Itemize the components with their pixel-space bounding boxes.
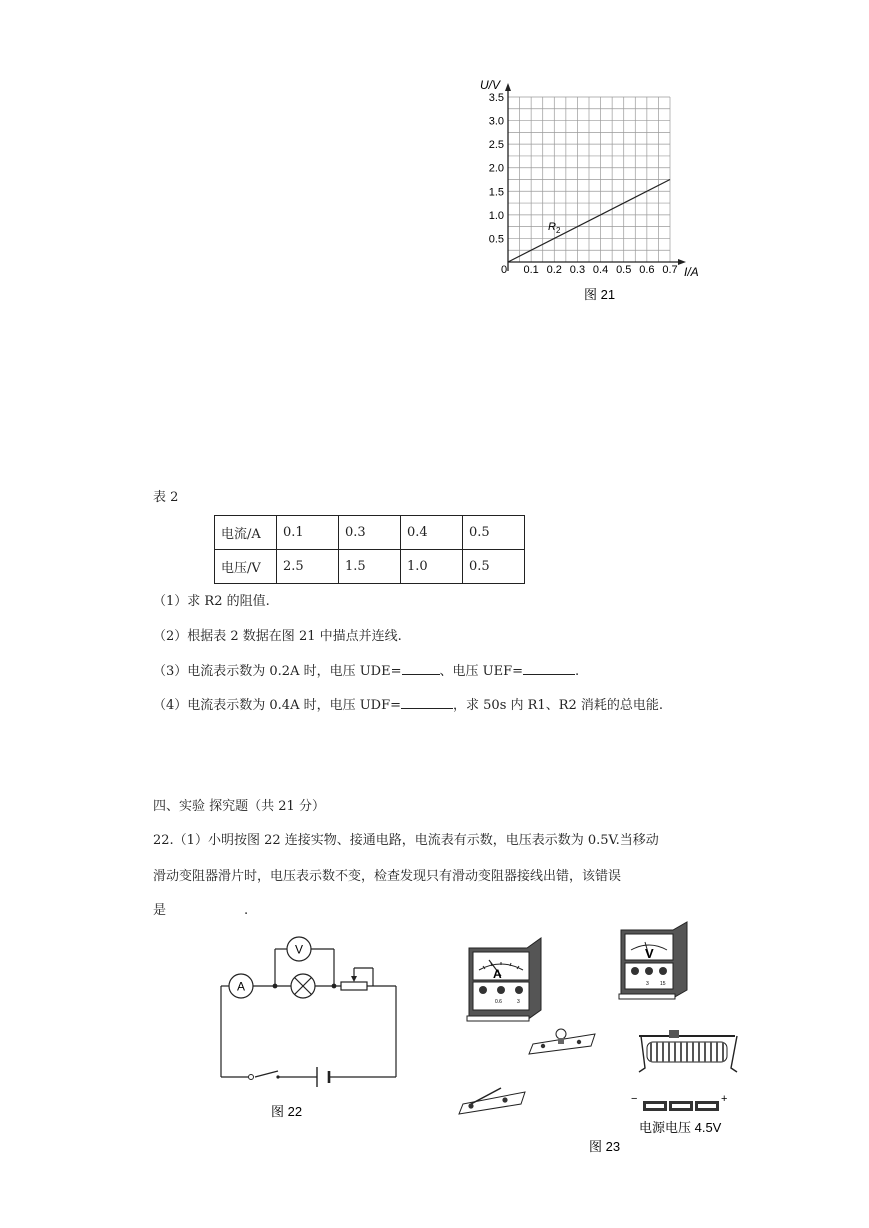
x-tick-label: 0.6	[639, 264, 655, 276]
svg-text:A: A	[237, 979, 246, 994]
q22-line-2: 滑动变阻器滑片时，电压表示数不变，检查发现只有滑动变阻器接线出错，该错误	[153, 869, 622, 884]
y-tick-label: 1.5	[488, 186, 504, 199]
question-3-part-c: .	[575, 664, 580, 679]
q22-line-3-part-b: .	[244, 903, 249, 918]
table-cell: 0.4	[401, 516, 463, 550]
table-row-current	[215, 516, 525, 550]
svg-text:V: V	[295, 942, 304, 957]
ammeter-device	[467, 938, 541, 1021]
table-cell: 0.3	[339, 516, 401, 550]
y-tick-label: 1.0	[488, 209, 504, 222]
r2-label: $R_2$	[548, 221, 561, 235]
y-axis-label: U/V	[480, 78, 501, 92]
bulb-device	[529, 1029, 595, 1054]
table-cell: 0.5	[463, 516, 525, 550]
switch-terminal	[249, 1075, 254, 1080]
svg-text:0.6: 0.6	[495, 999, 502, 1005]
y-tick-label: 2.5	[488, 139, 504, 152]
figure-21-graph	[470, 75, 720, 315]
x-tick-label: 0.1	[523, 264, 539, 276]
section-4-heading: 四、实验 探究题（共 21 分）	[153, 799, 325, 814]
table-row-voltage	[215, 550, 525, 584]
ammeter-symbol	[229, 974, 253, 998]
q22-line-3-part-a: 是	[153, 903, 167, 918]
figure-23-apparatus	[455, 918, 755, 1158]
table-cell: 0.5	[463, 550, 525, 584]
table-cell: 1.0	[401, 550, 463, 584]
battery-pack	[631, 1093, 727, 1111]
svg-text:15: 15	[660, 981, 666, 987]
question-3-part-a: （3）电流表示数为 0.2A 时，电压 UDE=	[153, 664, 402, 679]
switch-device	[459, 1088, 525, 1114]
x-axis-label: I/A	[684, 265, 699, 279]
x-tick-label: 0.5	[616, 264, 632, 276]
y-tick-label: 3.5	[488, 92, 504, 104]
answer-blank-uef[interactable]	[523, 662, 575, 675]
table-cell: 0.1	[277, 516, 339, 550]
q22-line-1: 22.（1）小明按图 22 连接实物、接通电路，电流表有示数，电压表示数为 0.5V.当移动	[153, 833, 659, 848]
junction-dot	[332, 984, 337, 989]
svg-text:−: −	[631, 1093, 638, 1105]
y-axis-arrow	[505, 83, 511, 91]
origin-label: 0	[501, 264, 508, 276]
x-tick-label: 0.7	[662, 264, 678, 276]
svg-text:3: 3	[517, 999, 520, 1005]
question-4-part-a: （4）电流表示数为 0.4A 时，电压 UDF=	[153, 698, 402, 713]
x-tick-labels	[523, 264, 677, 276]
x-tick-label: 0.2	[546, 264, 562, 276]
figure-21-caption: 图 21	[584, 287, 616, 302]
question-2: （2）根据表 2 数据在图 21 中描点并连线.	[153, 629, 402, 644]
voltmeter-symbol	[287, 937, 311, 961]
lamp-symbol	[291, 974, 315, 998]
svg-text:A: A	[493, 967, 502, 981]
answer-blank-ude[interactable]	[402, 662, 440, 675]
table-2-title: 表 2	[153, 490, 179, 505]
y-tick-label: 2.0	[488, 162, 504, 175]
question-3	[153, 662, 579, 680]
switch-terminal	[276, 1075, 279, 1078]
question-1: （1）求 R2 的阻值.	[153, 594, 270, 609]
y-tick-label: 3.0	[488, 115, 504, 128]
y-tick-label: 0.5	[488, 233, 504, 246]
question-4	[153, 696, 663, 714]
svg-text:3: 3	[646, 981, 649, 987]
figure-23-caption: 图 23	[589, 1139, 621, 1154]
table-cell: 电流/A	[215, 516, 277, 550]
table-cell: 电压/V	[215, 550, 277, 584]
table-cell: 1.5	[339, 550, 401, 584]
x-tick-label: 0.3	[569, 264, 586, 276]
voltmeter-device	[619, 922, 687, 999]
svg-text:V: V	[645, 946, 654, 961]
table-2	[214, 515, 525, 584]
graph-grid	[508, 97, 670, 262]
svg-text:+: +	[721, 1093, 728, 1105]
figure-22-caption: 图 22	[271, 1104, 303, 1119]
question-3-part-b: 、电压 UEF=	[439, 664, 523, 679]
supply-voltage-label: 电源电压 4.5V	[639, 1120, 722, 1135]
rheostat-slider-arrow	[351, 976, 357, 982]
x-tick-label: 0.4	[592, 264, 609, 276]
rheostat-device	[639, 1030, 737, 1072]
answer-blank-udf[interactable]	[401, 696, 453, 709]
figure-22-circuit	[205, 930, 415, 1125]
question-4-part-b: ，求 50s 内 R1、R2 消耗的总电能.	[453, 698, 664, 713]
table-cell: 2.5	[277, 550, 339, 584]
y-tick-labels	[489, 92, 504, 245]
junction-dot	[273, 984, 278, 989]
q22-line-3	[153, 903, 248, 919]
